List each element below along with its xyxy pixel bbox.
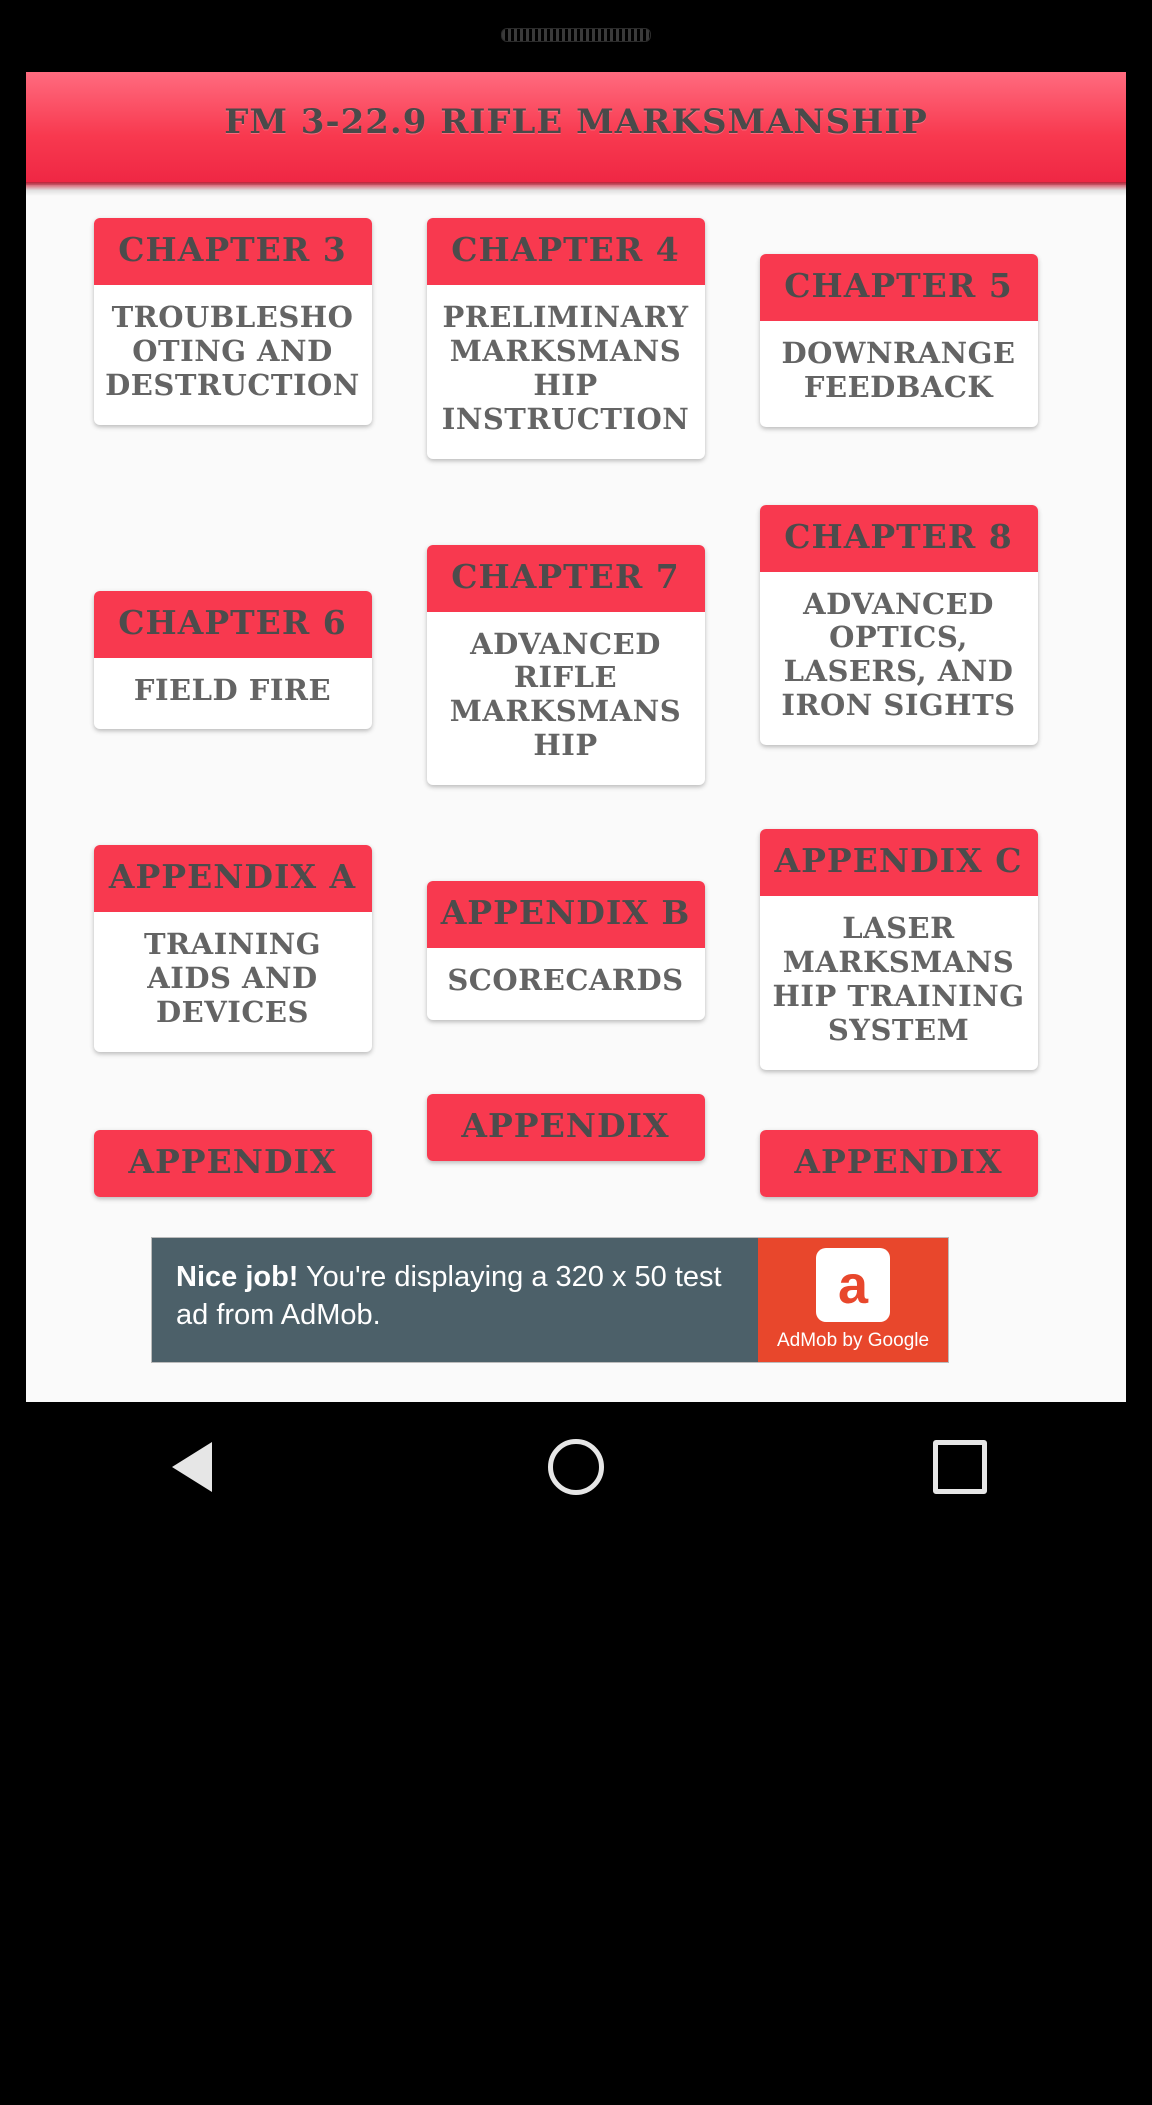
grid-cell — [399, 1094, 732, 1185]
status-bar — [0, 0, 1152, 72]
grid-row-4-partial — [66, 1094, 1086, 1221]
ad-headline: Nice job! — [176, 1261, 299, 1293]
chapter-card-body: FIELD FIRE — [133, 672, 332, 707]
chapter-card-body: DOWNRANGE FEEDBACK — [781, 335, 1016, 404]
grid-row-3 — [66, 809, 1086, 1094]
chapter-card-head: CHAPTER 8 — [760, 505, 1038, 572]
chapter-card-5[interactable] — [760, 254, 1038, 427]
appendix-card-head: APPENDIX B — [427, 881, 705, 948]
grid-cell — [66, 1094, 399, 1221]
back-button[interactable] — [132, 1407, 252, 1527]
appendix-card-c[interactable] — [760, 829, 1038, 1070]
chapter-card-body: ADVANCED OPTICS, LASERS, AND IRON SIGHTS — [781, 586, 1016, 723]
appendix-card-partial-3[interactable] — [760, 1130, 1038, 1197]
chapter-card-4[interactable] — [427, 218, 705, 459]
chapter-card-head: CHAPTER 4 — [427, 218, 705, 285]
appendix-card-body: LASER MARKSMANSHIP TRAINING SYSTEM — [772, 911, 1025, 1047]
appendix-card-head: APPENDIX — [427, 1094, 705, 1161]
ad-body: You're displaying a 320 x 50 test ad from AdMob. — [176, 1261, 722, 1332]
grid-cell — [399, 196, 732, 483]
chapter-card-body: TROUBLESHOOTING AND DESTRUCTION — [105, 299, 360, 402]
grid-cell — [66, 196, 399, 449]
chapter-card-6[interactable] — [94, 591, 372, 730]
appendix-card-head: APPENDIX — [760, 1130, 1038, 1197]
speaker-grill-icon — [501, 28, 651, 42]
chapter-grid — [26, 196, 1126, 1221]
appendix-card-partial-2[interactable] — [427, 1094, 705, 1161]
back-triangle-icon — [172, 1442, 212, 1492]
chapter-card-7[interactable] — [427, 545, 705, 786]
android-navigation-bar — [0, 1402, 1152, 1532]
device-bottom-bezel — [0, 1532, 1152, 2105]
grid-row-2 — [66, 483, 1086, 810]
chapter-card-head: CHAPTER 5 — [760, 254, 1038, 321]
page-title: FM 3-22.9 RIFLE MARKSMANSHIP — [224, 102, 928, 142]
appendix-card-body: SCORECARDS — [447, 963, 684, 998]
grid-cell — [732, 1094, 1065, 1221]
grid-cell — [732, 483, 1065, 770]
app-window — [26, 72, 1126, 1402]
admob-icon: a — [816, 1248, 890, 1322]
chapter-card-head: CHAPTER 6 — [94, 591, 372, 658]
admob-ad-banner[interactable] — [152, 1238, 948, 1362]
recents-square-icon — [933, 1440, 987, 1494]
grid-cell — [66, 483, 399, 754]
admob-logo-caption: AdMob by Google — [776, 1330, 930, 1351]
appendix-card-a[interactable] — [94, 845, 372, 1052]
grid-cell — [399, 809, 732, 1044]
chapter-card-head: CHAPTER 3 — [94, 218, 372, 285]
recents-button[interactable] — [900, 1407, 1020, 1527]
ad-text — [152, 1238, 758, 1362]
admob-logo[interactable] — [758, 1238, 948, 1362]
chapter-card-3[interactable] — [94, 218, 372, 425]
home-circle-icon — [548, 1439, 604, 1495]
grid-row-1 — [66, 196, 1086, 483]
grid-cell — [732, 809, 1065, 1094]
chapter-grid-scroll[interactable] — [26, 196, 1126, 1402]
chapter-card-body: ADVANCED RIFLE MARKSMANSHIP — [449, 626, 682, 763]
appendix-card-b[interactable] — [427, 881, 705, 1020]
appendix-card-partial-1[interactable] — [94, 1130, 372, 1197]
appendix-card-head: APPENDIX A — [94, 845, 372, 912]
app-bar — [26, 72, 1126, 182]
grid-cell — [66, 809, 399, 1076]
appendix-card-head: APPENDIX C — [760, 829, 1038, 896]
chapter-card-8[interactable] — [760, 505, 1038, 746]
home-button[interactable] — [516, 1407, 636, 1527]
appendix-card-body: TRAINING AIDS AND DEVICES — [143, 927, 322, 1029]
grid-cell — [399, 483, 732, 810]
app-bar-divider — [26, 182, 1126, 196]
chapter-card-head: CHAPTER 7 — [427, 545, 705, 612]
grid-cell — [732, 196, 1065, 451]
chapter-card-body: PRELIMINARY MARKSMANSHIP INSTRUCTION — [441, 299, 690, 436]
appendix-card-head: APPENDIX — [94, 1130, 372, 1197]
